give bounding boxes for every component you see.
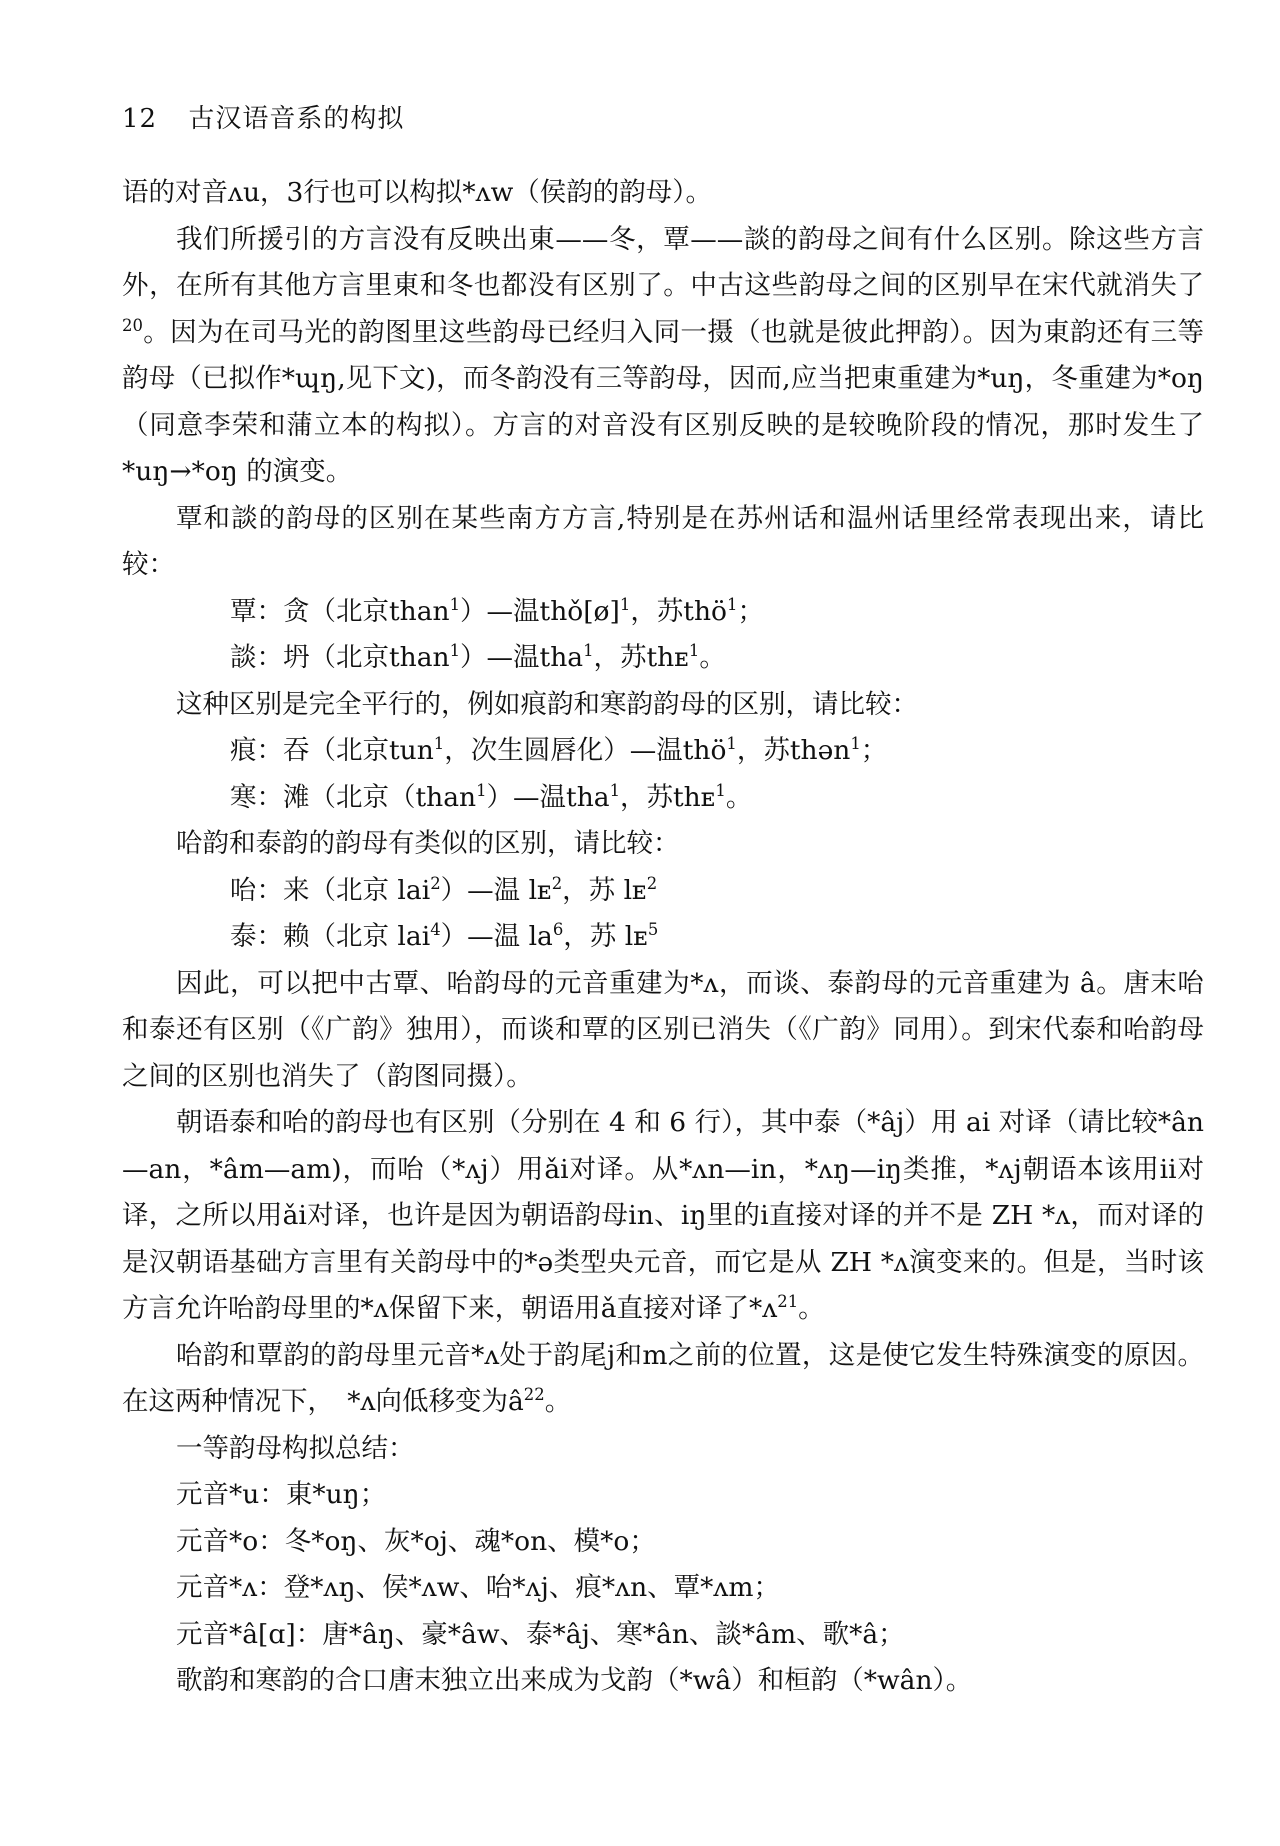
example-line [122,914,1204,961]
text-run: ，苏thən [736,735,851,766]
text-run: ）—温tha [460,642,584,673]
text-run: 我们所援引的方言没有反映出東——冬，覃——談的韵母之间有什么区别。除这些方言外，在所有其他方言里東和冬也都没有区别了。中古这些韵母之间的区别早在宋代就消失了 [122,223,1204,301]
footnote-ref: 1 [609,780,621,800]
example-line [122,589,1204,636]
text-run: ，次生圆唇化）—温thö [444,735,727,766]
footnote-ref: 21 [777,1292,799,1312]
footnote-ref: 2 [430,873,441,893]
text-run: 痕：吞（北京tun [230,735,434,766]
text-run: 覃：贪（北京than [230,595,450,627]
text-run: 談：坍（北京than [230,642,450,673]
footnote-ref: 4 [430,920,441,940]
text-run: ，苏thᴇ [593,642,689,673]
text-run: ）—温thǒ[ø] [460,595,620,627]
text-run: ）—温 lᴇ [440,874,552,906]
paragraph [122,496,1204,589]
footnote-ref: 1 [850,734,861,754]
text-run: 。因为在司马光的韵图里这些韵母已经归入同一摄（也就是彼此押韵）。因为東韵还有三等韵母（已拟作*ɰŋ,见下文)，而冬韵没有三等韵母，因而,应当把東重建为*uŋ，冬重建为*oŋ（同意李荣和蒲立本的构拟）。方言的对音没有区别反映的是较晚阶段的情况，那时发生了*uŋ→*oŋ 的演变。 [122,316,1204,487]
text-run: ）—温 la [440,921,553,952]
text-run: 寒：滩（北京（than [230,781,477,813]
footnote-ref: 1 [726,594,738,614]
text-run: 这种区别是完全平行的，例如痕韵和寒韵韵母的区别，请比较： [176,688,918,720]
footnote-ref: 1 [619,594,631,614]
footnote-ref: 5 [647,920,659,940]
example-line [122,775,1204,822]
example-line [122,635,1204,682]
text-run: ）—温tha [486,781,610,813]
text-run: 元音*ʌ：登*ʌŋ、侯*ʌw、咍*ʌj、痕*ʌn、覃*ʌm； [176,1572,780,1603]
paragraph [122,217,1204,496]
footnote-ref: 2 [551,873,563,893]
footnote-ref: 1 [583,641,594,661]
paragraph [122,821,1204,868]
body-text [122,170,1204,1705]
text-run: 。 [544,1386,572,1417]
footnote-ref: 1 [476,780,487,800]
text-run: 。 [798,1293,825,1324]
footnote-ref: 1 [449,594,461,614]
text-run: 歌韵和寒韵的合口唐末独立出来成为戈韵（*wâ）和桓韵（*wân）。 [176,1665,973,1696]
text-run: 哈韵和泰韵的韵母有类似的区别，请比较： [176,828,680,859]
paragraph [122,1472,1204,1519]
running-header [122,98,404,135]
paragraph [122,1100,1204,1333]
paragraph [122,170,1204,217]
paragraph [122,961,1204,1101]
paragraph [122,1426,1204,1473]
text-run: 。 [725,781,753,813]
footnote-ref: 1 [449,641,461,661]
paragraph [122,1612,1204,1659]
text-run: 元音*o：冬*oŋ、灰*oj、魂*on、模*o； [176,1525,656,1557]
text-run: ； [860,735,888,766]
running-title: 古汉语音系的构拟 [188,104,405,134]
text-run: 朝语泰和咍的韵母也有区别（分别在 4 和 6 行），其中泰（*âj）用 ai 对译（请比较*ân—an，*âm—am)，而咍（*ʌj）用ǎi对译。从*ʌn—in，*ʌŋ—iŋ类推，*ʌj朝语本该用ii对译，之所以用ǎi对译，也许是因为朝语韵母in、iŋ里的i直接对译的并不是 ZH *ʌ，而对译的是汉朝语基础方言里有关韵母中的*ə类型央元音，而它是从 ZH *ʌ演变来的。但是，当时该方言允许咍韵母里的*ʌ保留下来，朝语用ǎ直接对译了*ʌ [122,1107,1204,1324]
text-run: ，苏 lᴇ [562,874,647,906]
paragraph [122,1333,1204,1426]
paragraph [122,1658,1204,1705]
text-run: 一等韵母构拟总结： [176,1432,415,1464]
text-run: ，苏 lᴇ [563,921,648,952]
page-number: 12 [122,104,158,134]
text-run: ，苏thö [630,595,727,627]
paragraph [122,1565,1204,1612]
text-run: 泰：赖（北京 lai [230,921,431,952]
example-line [122,728,1204,775]
text-run: ，苏thᴇ [620,781,716,813]
text-run: 咍：来（北京 lai [230,874,431,906]
text-run: 覃和談的韵母的区别在某些南方方言,特别是在苏州话和温州话里经常表现出来，请比较： [122,502,1204,580]
footnote-ref: 1 [433,734,445,754]
footnote-ref: 6 [552,920,564,940]
paragraph [122,682,1204,729]
footnote-ref: 1 [715,780,726,800]
text-run: 语的对音ʌu，3行也可以构拟*ʌw（侯韵的韵母）。 [122,177,713,208]
text-run: 元音*â[ɑ]：唐*âŋ、豪*âw、泰*âj、寒*ân、談*âm、歌*â； [176,1618,905,1650]
paragraph [122,1519,1204,1566]
footnote-ref: 1 [688,641,700,661]
text-run: ； [737,595,764,627]
text-run: 。 [699,642,726,673]
footnote-ref: 1 [726,734,737,754]
example-line [122,868,1204,915]
text-run: 因此，可以把中古覃、咍韵母的元音重建为*ʌ，而谈、泰韵母的元音重建为 â。唐末咍和泰还有区别（《广韵》独用），而谈和覃的区别已消失（《广韵》同用）。到宋代泰和咍韵母之间的区别也消失了（韵图同摄）。 [122,967,1204,1092]
footnote-ref: 20 [122,315,143,335]
text-run: 元音*u：東*uŋ； [176,1479,387,1510]
footnote-ref: 22 [523,1385,545,1405]
text-run: 咍韵和覃韵的韵母里元音*ʌ处于韵尾j和m之前的位置，这是使它发生特殊演变的原因。在这两种情况下， *ʌ向低移变为â [122,1339,1204,1417]
footnote-ref: 2 [646,873,658,893]
